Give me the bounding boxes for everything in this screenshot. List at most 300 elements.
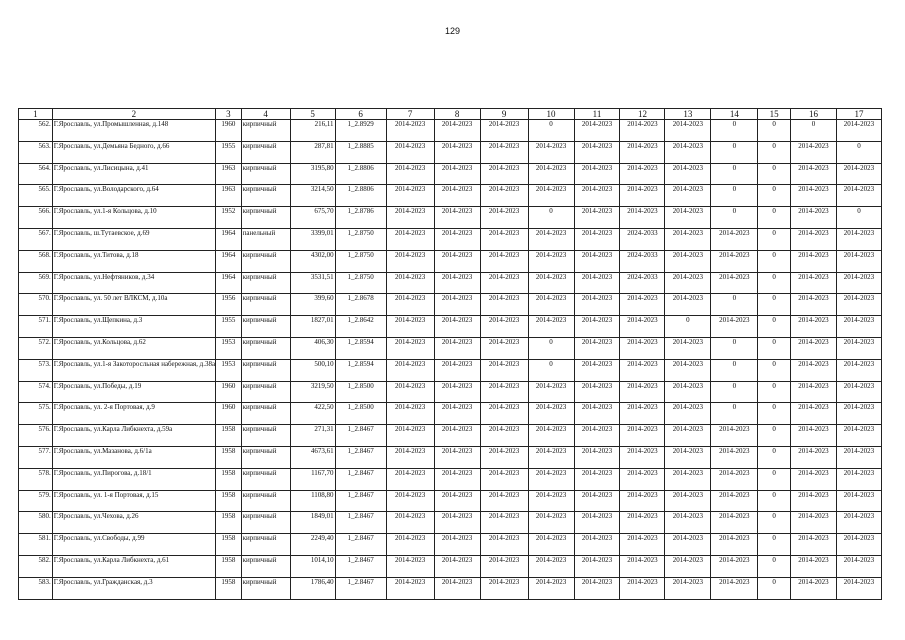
- period-cell-col-7: 2014-2023: [386, 316, 434, 338]
- row-number: 582.: [19, 555, 53, 577]
- material-cell: кирпичный: [241, 250, 290, 272]
- period-cell-col-15: 0: [758, 337, 791, 359]
- address-cell: Г.Ярославль, ул.Нефтяников, д.34: [52, 272, 215, 294]
- period-cell-col-9: 2014-2023: [480, 185, 528, 207]
- area-cell: 399,60: [290, 294, 335, 316]
- year-cell: 1958: [216, 490, 242, 512]
- area-cell: 675,70: [290, 207, 335, 229]
- area-cell: 3531,51: [290, 272, 335, 294]
- period-cell-col-10: 2014-2023: [528, 512, 574, 534]
- period-cell-col-12: 2014-2023: [620, 141, 665, 163]
- period-cell-col-10: 2014-2023: [528, 185, 574, 207]
- period-cell-col-17: 2014-2023: [836, 272, 881, 294]
- year-cell: 1960: [216, 381, 242, 403]
- code-cell: 1_2.8500: [335, 403, 386, 425]
- period-cell-col-12: 2014-2023: [620, 403, 665, 425]
- period-cell-col-9: 2014-2023: [480, 337, 528, 359]
- code-cell: 1_2.8594: [335, 337, 386, 359]
- period-cell-col-12: 2014-2023: [620, 534, 665, 556]
- code-cell: 1_2.8750: [335, 272, 386, 294]
- row-number: 581.: [19, 534, 53, 556]
- period-cell-col-14: 2014-2023: [711, 490, 758, 512]
- period-cell-col-7: 2014-2023: [386, 381, 434, 403]
- period-cell-col-13: 2014-2023: [665, 381, 711, 403]
- year-cell: 1955: [216, 316, 242, 338]
- address-cell: Г.Ярославль, ул. 1-я Портовая, д.15: [52, 490, 215, 512]
- period-cell-col-16: 2014-2023: [791, 337, 837, 359]
- period-cell-col-13: 2014-2023: [665, 272, 711, 294]
- period-cell-col-17: 2014-2023: [836, 490, 881, 512]
- address-cell: Г.Ярославль, ул.Гражданская, д.3: [52, 577, 215, 599]
- period-cell-col-12: 2014-2023: [620, 512, 665, 534]
- period-cell-col-14: 0: [711, 403, 758, 425]
- period-cell-col-11: 2014-2023: [574, 120, 620, 142]
- period-cell-col-7: 2014-2023: [386, 468, 434, 490]
- period-cell-col-10: 2014-2023: [528, 228, 574, 250]
- period-cell-col-9: 2014-2023: [480, 141, 528, 163]
- period-cell-col-11: 2014-2023: [574, 490, 620, 512]
- period-cell-col-14: 2014-2023: [711, 555, 758, 577]
- period-cell-col-8: 2014-2023: [434, 425, 480, 447]
- period-cell-col-15: 0: [758, 577, 791, 599]
- period-cell-col-7: 2014-2023: [386, 294, 434, 316]
- area-cell: 1827,01: [290, 316, 335, 338]
- year-cell: 1952: [216, 207, 242, 229]
- table-row: [19, 534, 882, 556]
- period-cell-col-11: 2014-2023: [574, 577, 620, 599]
- period-cell-col-7: 2014-2023: [386, 534, 434, 556]
- period-cell-col-9: 2014-2023: [480, 381, 528, 403]
- row-number: 568.: [19, 250, 53, 272]
- period-cell-col-8: 2014-2023: [434, 337, 480, 359]
- period-cell-col-10: 2014-2023: [528, 163, 574, 185]
- table-row: [19, 272, 882, 294]
- period-cell-col-15: 0: [758, 294, 791, 316]
- material-cell: кирпичный: [241, 490, 290, 512]
- period-cell-col-10: 0: [528, 120, 574, 142]
- period-cell-col-11: 2014-2023: [574, 425, 620, 447]
- year-cell: 1958: [216, 577, 242, 599]
- period-cell-col-7: 2014-2023: [386, 228, 434, 250]
- period-cell-col-7: 2014-2023: [386, 577, 434, 599]
- period-cell-col-10: 2014-2023: [528, 272, 574, 294]
- period-cell-col-11: 2014-2023: [574, 316, 620, 338]
- period-cell-col-12: 2014-2023: [620, 446, 665, 468]
- period-cell-col-9: 2014-2023: [480, 534, 528, 556]
- period-cell-col-14: 2014-2023: [711, 512, 758, 534]
- period-cell-col-9: 2014-2023: [480, 316, 528, 338]
- area-cell: 4302,00: [290, 250, 335, 272]
- material-cell: кирпичный: [241, 163, 290, 185]
- code-cell: 1_2.8750: [335, 228, 386, 250]
- period-cell-col-8: 2014-2023: [434, 163, 480, 185]
- year-cell: 1958: [216, 534, 242, 556]
- period-cell-col-13: 2014-2023: [665, 359, 711, 381]
- period-cell-col-9: 2014-2023: [480, 359, 528, 381]
- table-row: [19, 577, 882, 599]
- code-cell: 1_2.8806: [335, 163, 386, 185]
- period-cell-col-11: 2014-2023: [574, 294, 620, 316]
- address-cell: Г.Ярославль, ул.Свободы, д.99: [52, 534, 215, 556]
- period-cell-col-7: 2014-2023: [386, 250, 434, 272]
- period-cell-col-15: 0: [758, 446, 791, 468]
- period-cell-col-14: 2014-2023: [711, 468, 758, 490]
- row-number: 576.: [19, 425, 53, 447]
- table-row: [19, 337, 882, 359]
- table-body: [19, 120, 882, 600]
- period-cell-col-7: 2014-2023: [386, 120, 434, 142]
- column-header-4: 4: [241, 109, 290, 120]
- row-number: 570.: [19, 294, 53, 316]
- period-cell-col-13: 2014-2023: [665, 490, 711, 512]
- code-cell: 1_2.8642: [335, 316, 386, 338]
- period-cell-col-14: 0: [711, 163, 758, 185]
- code-cell: 1_2.8467: [335, 534, 386, 556]
- area-cell: 3214,50: [290, 185, 335, 207]
- period-cell-col-7: 2014-2023: [386, 403, 434, 425]
- period-cell-col-8: 2014-2023: [434, 446, 480, 468]
- period-cell-col-17: 2014-2023: [836, 294, 881, 316]
- material-cell: кирпичный: [241, 403, 290, 425]
- period-cell-col-17: 2014-2023: [836, 468, 881, 490]
- period-cell-col-12: 2014-2023: [620, 468, 665, 490]
- table-row: [19, 185, 882, 207]
- material-cell: кирпичный: [241, 141, 290, 163]
- code-cell: 1_2.8467: [335, 425, 386, 447]
- address-cell: Г.Ярославль, ул.Титова, д.18: [52, 250, 215, 272]
- period-cell-col-7: 2014-2023: [386, 425, 434, 447]
- period-cell-col-8: 2014-2023: [434, 228, 480, 250]
- column-header-15: 15: [758, 109, 791, 120]
- code-cell: 1_2.8467: [335, 490, 386, 512]
- period-cell-col-12: 2014-2023: [620, 577, 665, 599]
- area-cell: 1108,80: [290, 490, 335, 512]
- period-cell-col-8: 2014-2023: [434, 141, 480, 163]
- period-cell-col-7: 2014-2023: [386, 207, 434, 229]
- period-cell-col-14: 0: [711, 381, 758, 403]
- period-cell-col-8: 2014-2023: [434, 468, 480, 490]
- period-cell-col-11: 2014-2023: [574, 446, 620, 468]
- period-cell-col-15: 0: [758, 250, 791, 272]
- period-cell-col-7: 2014-2023: [386, 490, 434, 512]
- material-cell: кирпичный: [241, 120, 290, 142]
- table-row: [19, 490, 882, 512]
- period-cell-col-16: 2014-2023: [791, 228, 837, 250]
- period-cell-col-12: 2024-2033: [620, 250, 665, 272]
- period-cell-col-10: 2014-2023: [528, 294, 574, 316]
- period-cell-col-11: 2014-2023: [574, 337, 620, 359]
- code-cell: 1_2.8467: [335, 446, 386, 468]
- period-cell-col-7: 2014-2023: [386, 446, 434, 468]
- period-cell-col-16: 2014-2023: [791, 534, 837, 556]
- period-cell-col-14: 2014-2023: [711, 316, 758, 338]
- period-cell-col-14: 2014-2023: [711, 534, 758, 556]
- row-number: 564.: [19, 163, 53, 185]
- column-header-17: 17: [836, 109, 881, 120]
- period-cell-col-17: 2014-2023: [836, 403, 881, 425]
- period-cell-col-11: 2014-2023: [574, 228, 620, 250]
- period-cell-col-8: 2014-2023: [434, 555, 480, 577]
- address-cell: Г.Ярославль, ул.Щепкина, д.3: [52, 316, 215, 338]
- period-cell-col-16: 2014-2023: [791, 207, 837, 229]
- row-number: 574.: [19, 381, 53, 403]
- area-cell: 4673,61: [290, 446, 335, 468]
- column-header-1: 1: [19, 109, 53, 120]
- table-row: [19, 163, 882, 185]
- row-number: 578.: [19, 468, 53, 490]
- row-number: 575.: [19, 403, 53, 425]
- period-cell-col-7: 2014-2023: [386, 141, 434, 163]
- material-cell: кирпичный: [241, 359, 290, 381]
- material-cell: кирпичный: [241, 534, 290, 556]
- year-cell: 1958: [216, 512, 242, 534]
- period-cell-col-17: 2014-2023: [836, 381, 881, 403]
- table-row: [19, 228, 882, 250]
- period-cell-col-8: 2014-2023: [434, 272, 480, 294]
- year-cell: 1960: [216, 120, 242, 142]
- year-cell: 1956: [216, 294, 242, 316]
- period-cell-col-17: 2014-2023: [836, 163, 881, 185]
- material-cell: кирпичный: [241, 446, 290, 468]
- housing-registry-table: [18, 108, 882, 600]
- period-cell-col-16: 2014-2023: [791, 425, 837, 447]
- period-cell-col-11: 2014-2023: [574, 163, 620, 185]
- period-cell-col-13: 2014-2023: [665, 141, 711, 163]
- period-cell-col-14: 2014-2023: [711, 577, 758, 599]
- period-cell-col-13: 2014-2023: [665, 294, 711, 316]
- period-cell-col-14: 0: [711, 207, 758, 229]
- period-cell-col-10: 0: [528, 207, 574, 229]
- period-cell-col-17: 2014-2023: [836, 120, 881, 142]
- year-cell: 1958: [216, 425, 242, 447]
- column-header-11: 11: [574, 109, 620, 120]
- period-cell-col-13: 2014-2023: [665, 207, 711, 229]
- period-cell-col-12: 2014-2023: [620, 207, 665, 229]
- row-number: 562.: [19, 120, 53, 142]
- row-number: 577.: [19, 446, 53, 468]
- period-cell-col-17: 2014-2023: [836, 250, 881, 272]
- period-cell-col-17: 2014-2023: [836, 577, 881, 599]
- table-row: [19, 141, 882, 163]
- year-cell: 1958: [216, 555, 242, 577]
- period-cell-col-13: 2014-2023: [665, 337, 711, 359]
- period-cell-col-17: 2014-2023: [836, 228, 881, 250]
- code-cell: 1_2.8750: [335, 250, 386, 272]
- address-cell: Г.Ярославль, ул.Чехова, д.26: [52, 512, 215, 534]
- code-cell: 1_2.8467: [335, 555, 386, 577]
- address-cell: Г.Ярославль, ул.1-я Закоторосльная набережная, д.38а: [52, 359, 215, 381]
- row-number: 583.: [19, 577, 53, 599]
- period-cell-col-12: 2014-2023: [620, 490, 665, 512]
- period-cell-col-16: 2014-2023: [791, 250, 837, 272]
- period-cell-col-10: 2014-2023: [528, 381, 574, 403]
- period-cell-col-9: 2014-2023: [480, 250, 528, 272]
- code-cell: 1_2.8594: [335, 359, 386, 381]
- material-cell: кирпичный: [241, 185, 290, 207]
- period-cell-col-9: 2014-2023: [480, 272, 528, 294]
- period-cell-col-12: 2014-2023: [620, 381, 665, 403]
- period-cell-col-16: 2014-2023: [791, 316, 837, 338]
- code-cell: 1_2.8500: [335, 381, 386, 403]
- period-cell-col-8: 2014-2023: [434, 403, 480, 425]
- area-cell: 271,31: [290, 425, 335, 447]
- row-number: 572.: [19, 337, 53, 359]
- material-cell: кирпичный: [241, 316, 290, 338]
- area-cell: 1849,01: [290, 512, 335, 534]
- column-header-10: 10: [528, 109, 574, 120]
- period-cell-col-15: 0: [758, 512, 791, 534]
- period-cell-col-13: 2014-2023: [665, 120, 711, 142]
- period-cell-col-16: 2014-2023: [791, 577, 837, 599]
- period-cell-col-16: 2014-2023: [791, 555, 837, 577]
- period-cell-col-12: 2014-2023: [620, 294, 665, 316]
- year-cell: 1958: [216, 446, 242, 468]
- table-row: [19, 425, 882, 447]
- period-cell-col-13: 2014-2023: [665, 446, 711, 468]
- period-cell-col-11: 2014-2023: [574, 468, 620, 490]
- row-number: 573.: [19, 359, 53, 381]
- period-cell-col-15: 0: [758, 381, 791, 403]
- period-cell-col-16: 2014-2023: [791, 185, 837, 207]
- row-number: 571.: [19, 316, 53, 338]
- period-cell-col-9: 2014-2023: [480, 490, 528, 512]
- period-cell-col-15: 0: [758, 555, 791, 577]
- period-cell-col-7: 2014-2023: [386, 272, 434, 294]
- period-cell-col-15: 0: [758, 316, 791, 338]
- period-cell-col-16: 2014-2023: [791, 294, 837, 316]
- period-cell-col-12: 2014-2023: [620, 185, 665, 207]
- period-cell-col-17: 2014-2023: [836, 337, 881, 359]
- period-cell-col-13: 2014-2023: [665, 250, 711, 272]
- period-cell-col-14: 0: [711, 141, 758, 163]
- period-cell-col-12: 2014-2023: [620, 359, 665, 381]
- column-header-12: 12: [620, 109, 665, 120]
- period-cell-col-15: 0: [758, 468, 791, 490]
- table-row: [19, 446, 882, 468]
- period-cell-col-16: 2014-2023: [791, 403, 837, 425]
- period-cell-col-8: 2014-2023: [434, 512, 480, 534]
- period-cell-col-7: 2014-2023: [386, 337, 434, 359]
- period-cell-col-9: 2014-2023: [480, 294, 528, 316]
- address-cell: Г.Ярославль, ул. 2-я Портовая, д.9: [52, 403, 215, 425]
- period-cell-col-12: 2014-2023: [620, 120, 665, 142]
- material-cell: панельный: [241, 228, 290, 250]
- period-cell-col-16: 2014-2023: [791, 446, 837, 468]
- header-row: [19, 109, 882, 120]
- material-cell: кирпичный: [241, 577, 290, 599]
- column-header-8: 8: [434, 109, 480, 120]
- period-cell-col-12: 2024-2033: [620, 272, 665, 294]
- address-cell: Г.Ярославль, ул.Демьяна Бедного, д.66: [52, 141, 215, 163]
- material-cell: кирпичный: [241, 512, 290, 534]
- period-cell-col-9: 2014-2023: [480, 163, 528, 185]
- period-cell-col-17: 2014-2023: [836, 359, 881, 381]
- period-cell-col-10: 2014-2023: [528, 316, 574, 338]
- period-cell-col-16: 2014-2023: [791, 490, 837, 512]
- table-row: [19, 294, 882, 316]
- row-number: 579.: [19, 490, 53, 512]
- period-cell-col-15: 0: [758, 207, 791, 229]
- year-cell: 1964: [216, 250, 242, 272]
- row-number: 566.: [19, 207, 53, 229]
- period-cell-col-14: 2014-2023: [711, 250, 758, 272]
- material-cell: кирпичный: [241, 337, 290, 359]
- page-number: 129: [444, 26, 461, 36]
- address-cell: Г.Ярославль, ул.Лисицына, д.41: [52, 163, 215, 185]
- period-cell-col-15: 0: [758, 272, 791, 294]
- period-cell-col-14: 0: [711, 337, 758, 359]
- period-cell-col-11: 2014-2023: [574, 272, 620, 294]
- period-cell-col-10: 2014-2023: [528, 250, 574, 272]
- area-cell: 3399,01: [290, 228, 335, 250]
- period-cell-col-11: 2014-2023: [574, 141, 620, 163]
- period-cell-col-10: 2014-2023: [528, 468, 574, 490]
- period-cell-col-8: 2014-2023: [434, 294, 480, 316]
- column-header-5: 5: [290, 109, 335, 120]
- year-cell: 1964: [216, 228, 242, 250]
- period-cell-col-15: 0: [758, 141, 791, 163]
- period-cell-col-8: 2014-2023: [434, 207, 480, 229]
- period-cell-col-15: 0: [758, 359, 791, 381]
- period-cell-col-15: 0: [758, 403, 791, 425]
- period-cell-col-15: 0: [758, 120, 791, 142]
- table-row: [19, 250, 882, 272]
- period-cell-col-15: 0: [758, 185, 791, 207]
- period-cell-col-14: 2014-2023: [711, 228, 758, 250]
- period-cell-col-15: 0: [758, 534, 791, 556]
- period-cell-col-14: 0: [711, 294, 758, 316]
- period-cell-col-9: 2014-2023: [480, 555, 528, 577]
- column-header-6: 6: [335, 109, 386, 120]
- address-cell: Г.Ярославль, ул.Пирогова, д.18/1: [52, 468, 215, 490]
- period-cell-col-16: 2014-2023: [791, 512, 837, 534]
- area-cell: 1786,40: [290, 577, 335, 599]
- period-cell-col-10: 2014-2023: [528, 446, 574, 468]
- period-cell-col-16: 2014-2023: [791, 272, 837, 294]
- area-cell: 500,10: [290, 359, 335, 381]
- address-cell: Г.Ярославль, ул.1-я Кольцова, д.10: [52, 207, 215, 229]
- period-cell-col-14: 0: [711, 359, 758, 381]
- period-cell-col-15: 0: [758, 490, 791, 512]
- period-cell-col-11: 2014-2023: [574, 185, 620, 207]
- period-cell-col-11: 2014-2023: [574, 381, 620, 403]
- table-row: [19, 555, 882, 577]
- code-cell: 1_2.8467: [335, 577, 386, 599]
- period-cell-col-14: 2014-2023: [711, 446, 758, 468]
- period-cell-col-15: 0: [758, 163, 791, 185]
- material-cell: кирпичный: [241, 272, 290, 294]
- year-cell: 1960: [216, 403, 242, 425]
- table-row: [19, 120, 882, 142]
- column-header-13: 13: [665, 109, 711, 120]
- period-cell-col-9: 2014-2023: [480, 120, 528, 142]
- period-cell-col-7: 2014-2023: [386, 512, 434, 534]
- period-cell-col-7: 2014-2023: [386, 555, 434, 577]
- material-cell: кирпичный: [241, 555, 290, 577]
- period-cell-col-10: 2014-2023: [528, 141, 574, 163]
- period-cell-col-9: 2014-2023: [480, 228, 528, 250]
- period-cell-col-7: 2014-2023: [386, 163, 434, 185]
- column-header-7: 7: [386, 109, 434, 120]
- table-row: [19, 207, 882, 229]
- area-cell: 216,11: [290, 120, 335, 142]
- area-cell: 3219,50: [290, 381, 335, 403]
- period-cell-col-13: 2014-2023: [665, 577, 711, 599]
- material-cell: кирпичный: [241, 294, 290, 316]
- material-cell: кирпичный: [241, 207, 290, 229]
- column-header-2: 2: [52, 109, 215, 120]
- code-cell: 1_2.8467: [335, 468, 386, 490]
